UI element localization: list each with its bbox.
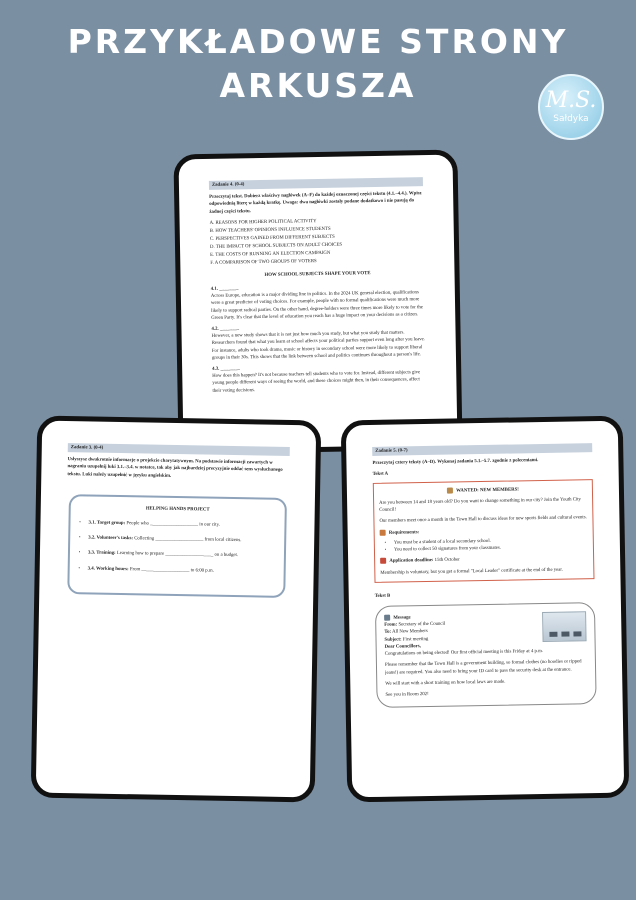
option-item: E. THE COSTS OF RUNNING AN ELECTION CAMPAIGN xyxy=(210,250,331,258)
message-greeting: Dear Councillors, xyxy=(384,644,421,650)
article-paragraph: How does this happen? It's not because teachers tell students who to vote for. Instead, different subjects give young people different ways of seeing the world, and these choices might then, in their consequences, affect their voting decisions. xyxy=(212,370,421,394)
headline-line-1: PRZYKŁADOWE STRONY xyxy=(67,22,569,61)
task-header: Zadanie 4. (0-4) xyxy=(209,177,423,190)
project-note-box xyxy=(67,494,287,598)
article-title: HOW SCHOOL SUBJECTS SHAPE YOUR VOTE xyxy=(264,270,371,278)
envelope-icon xyxy=(384,615,390,621)
message-paragraph: Congratulations on being elected! Our first official meeting is this Friday at 4 p.m. xyxy=(384,649,544,657)
project-title: HELPING HANDS PROJECT xyxy=(145,506,210,513)
task-header: Zadanie 3. (0-4) xyxy=(68,443,290,456)
message-paragraph: See you in Room 202! xyxy=(385,691,429,698)
article-paragraph: Across Europe, education is a major dividing line in politics. In the 2024 UK general election, qualifications were a great predictor of voting choices. For example, people with no formal qualifications were much more likely to support radical parties. On the other hand, degree-holders were three times more likely to vote for the Green Party. It's clear that the level of education you reach has a huge impact on your decisions as a citizen. xyxy=(210,290,423,321)
message-paragraph: We will start with a short training on how local laws are made. xyxy=(385,679,506,687)
notice-intro: Are you between 14 and 18 years old? Do you want to change something in our city? Join the Youth City Council! xyxy=(379,497,581,513)
gap-label: 4.3. ________ xyxy=(212,366,240,372)
logo-name: Sałdyka xyxy=(553,114,589,124)
note-item: • 3.4. Working hours: From ____________________ to 6:00 p.m. xyxy=(88,565,274,575)
deadline-label: Application deadline: xyxy=(389,558,434,565)
megaphone-icon xyxy=(447,487,453,493)
note-item: • 3.1. Target group: People who ____________________ in our city. xyxy=(88,519,274,529)
meeting-room-image xyxy=(542,611,587,642)
option-item: A. REASONS FOR HIGHER POLITICAL ACTIVITY xyxy=(209,218,317,226)
notice-title: WANTED: NEW MEMBERS! xyxy=(456,487,519,494)
headline-line-2: ARKUSZA xyxy=(219,66,417,105)
requirement-item: • You must be a student of a local secondary school. xyxy=(394,536,588,547)
worksheet-page-reading-task-5 xyxy=(341,416,630,803)
task-instruction: Przeczytaj tekst. Dobierz właściwy nagłówek (A–F) do każdej oznaczonej części tekstu (4.1.–4.4.). Wpisz odpowiednią literę w każdą kratkę. Uwaga: dwa nagłówki zostały podane dodatkowo i nie pasują do żadnej części tekstu. xyxy=(209,191,422,215)
requirements-title: Requirements: xyxy=(388,529,420,536)
calendar-icon xyxy=(380,558,386,564)
message-label: Message xyxy=(393,615,411,621)
logo-mark: M.S. xyxy=(545,88,597,113)
message-from: Secretary of the Council xyxy=(398,621,446,628)
article-paragraph: However, a new study shows that it is not just how much you study, but what you study that matters. Researchers found that what you learn at school affects your political parties support even long after you leave. For instance, adults who took drama, music or history in secondary school were more likely to support liberal groups in their 30s. This shows that the link between school and politics continues throughout a person's life. xyxy=(211,330,426,361)
option-item: C. PERSPECTIVES GAINED FROM DIFFERENT SUBJECTS xyxy=(209,234,335,242)
task-instruction: Usłyszysz dwukrotnie informacje o projekcie charytatywnym. Na podstawie informacji zawartych w nagraniu uzupełnij luki 3.1.–3.4. w notatce, tak aby jak najbardziej precyzyjnie oddać sens wysłuchanego tekstu. Luki należy uzupełnić w języku angielskim. xyxy=(67,457,283,479)
option-item: B. HOW TEACHERS' OPINIONS INFLUENCE STUDENTS xyxy=(209,226,331,234)
message-subject: First meeting xyxy=(402,636,429,643)
worksheet-page-reading-task-4 xyxy=(173,150,462,455)
note-item: • 3.2. Volunteer's tasks: Collecting ____________________ from local citizens. xyxy=(88,535,274,545)
text-b-label: Tekst B xyxy=(374,593,391,599)
notice-footer: Membership is voluntary, but you get a formal "Local Leader" certificate at the end of the year. xyxy=(380,567,563,576)
gap-label: 4.1. ________ xyxy=(210,286,239,292)
message-paragraph: Please remember that the Town Hall is a government building, so formal clothes (no hoodies or ripped jeans!) are required. You also need to bring your ID card to pass the security desk at the entrance. xyxy=(384,659,582,676)
gap-label: 4.2. ________ xyxy=(211,326,240,332)
requirement-item: • You need to collect 50 signatures from your classmates. xyxy=(394,543,588,554)
text-a-notice xyxy=(373,479,595,583)
option-item: F. A COMPARISON OF TWO GROUPS OF VOTERS xyxy=(210,258,317,266)
option-item: D. THE IMPACT OF SCHOOL SUBJECTS ON ADULT CHOICES xyxy=(209,242,343,250)
author-logo xyxy=(538,74,604,140)
task-instruction: Przeczytaj cztery teksty (A–D). Wykonaj zadania 5.1.–5.7. zgodnie z poleceniami. xyxy=(372,458,539,467)
task-header: Zadanie 5. (0-7) xyxy=(372,443,592,456)
worksheet-page-listening-task-3 xyxy=(31,416,322,803)
text-a-label: Tekst A xyxy=(372,472,389,478)
notice-meet: Our members meet once a month in the Town Hall to discuss ideas for new sports fields and cultural events. xyxy=(379,515,587,525)
note-item: • 3.3. Training: Learning how to prepare ____________________ on a budget. xyxy=(88,550,274,560)
heading-options xyxy=(210,216,425,268)
text-b-message: Message From: Secretary of the Council To: All New Members Subject: First meeting Dear Councillors, Congratulations on being elected! Our first official meeting is this Friday at 4 p.m. Please remember that the Town Hall is a government building, so formal clothes (no hoodies or ripped jeans!) are required. You also need to bring your ID card to pass the security desk at the entrance. We will start with a short training on how local laws are made. See you in Room 202! xyxy=(375,602,597,708)
pin-icon xyxy=(380,529,386,535)
message-to: All New Members xyxy=(392,629,428,636)
deadline-value: 15th October xyxy=(434,557,460,564)
